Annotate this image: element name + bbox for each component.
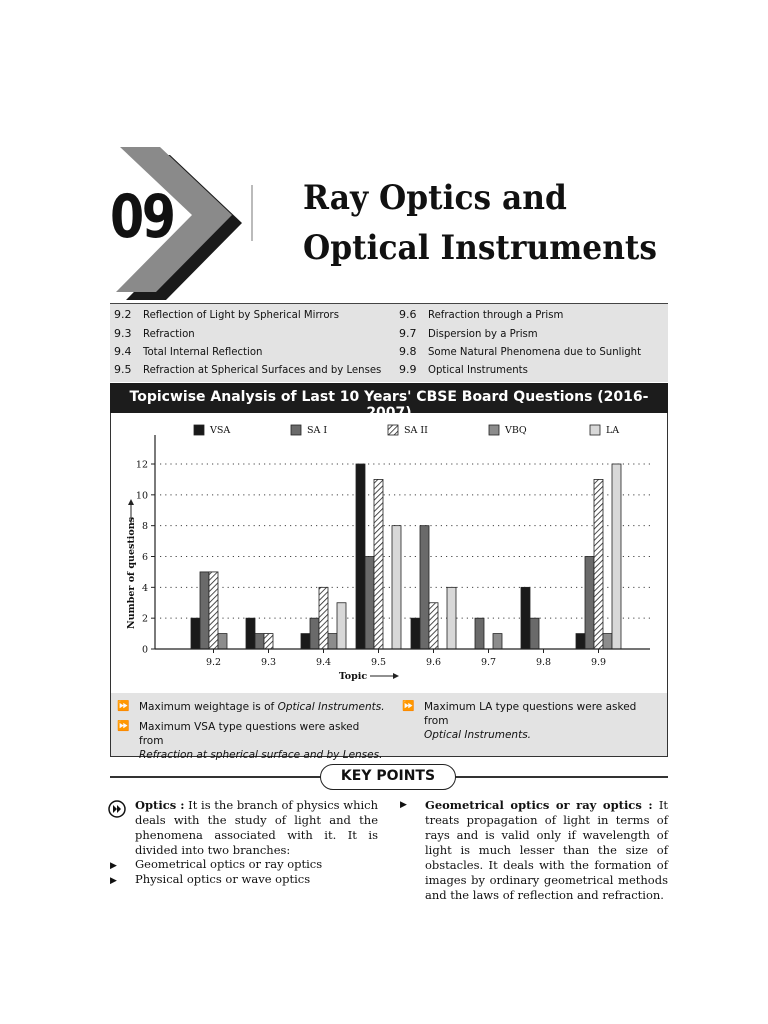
y-tick-label: 10 xyxy=(135,490,148,502)
x-tick-label: 9.8 xyxy=(535,657,552,668)
key-points-heading: KEY POINTS xyxy=(320,764,456,790)
bar-chart xyxy=(110,413,668,693)
legend-label: VBQ xyxy=(505,425,527,436)
bar-vsa xyxy=(356,464,365,649)
bar-sa-i xyxy=(310,618,319,649)
chapter-title-line2: Optical Instruments xyxy=(303,228,657,268)
x-tick-label: 9.9 xyxy=(590,657,607,668)
bar-vsa xyxy=(301,634,310,649)
bar-sa-i xyxy=(365,557,374,650)
bar-sa-ii xyxy=(594,479,603,649)
geometrical-optics-definition: Geometrical optics or ray optics : It treats propagation of light in terms of rays and is valid only if wavelength of light is much lesser than the size of obstacles. It deals with the formation of images by ordinary geometrical methods and the laws of reflection and refraction. xyxy=(425,798,668,902)
double-arrow-icon: ⏩ xyxy=(117,721,130,732)
legend-swatch xyxy=(291,425,301,435)
x-tick-label: 9.2 xyxy=(205,657,222,668)
x-tick-label: 9.7 xyxy=(480,657,497,668)
topics-list: 9.2 Reflection of Light by Spherical Mirrors 9.3 Refraction 9.4 Total Internal Reflection 9.5 Refraction at Spherical Surfaces and by Lenses 9.6 Refraction through a Prism 9.7 Dispersion by a Prism 9.8 Some Natural Phenomena due to Sunlight 9.9 Optical Instruments xyxy=(110,303,668,382)
y-tick-label: 6 xyxy=(141,552,148,563)
bar-sa-ii xyxy=(264,634,273,649)
analysis-notes: ⏩ Maximum weightage is of Optical Instruments. ⏩ Maximum VSA type questions were asked from Refraction at spherical surface and by Lenses. ⏩ Maximum LA type questions were asked from Optical Instruments. xyxy=(111,693,667,756)
chapter-title-line1: Ray Optics and xyxy=(303,178,567,218)
bar-sa-ii xyxy=(319,587,328,649)
x-axis-label: Topic xyxy=(338,671,368,682)
title-divider xyxy=(251,185,253,241)
bar-vsa xyxy=(191,618,200,649)
bar-vsa xyxy=(521,587,530,649)
double-arrow-icon: ⏩ xyxy=(117,701,130,712)
triangle-bullet-icon: ▶ xyxy=(110,876,117,886)
bar-sa-i xyxy=(475,618,484,649)
legend-label: SA II xyxy=(404,425,428,436)
bar-vsa xyxy=(576,634,585,649)
bar-sa-i xyxy=(255,634,264,649)
branch-list-item: ▶ Geometrical optics or ray optics xyxy=(110,857,323,871)
legend-swatch xyxy=(388,425,398,435)
bar-la xyxy=(337,603,346,649)
bar-la xyxy=(447,587,456,649)
bar-vbq xyxy=(603,634,612,649)
bar-vbq xyxy=(493,634,502,649)
bar-la xyxy=(612,464,621,649)
triangle-bullet-icon: ▶ xyxy=(400,800,407,810)
branch-list-item: ▶ Physical optics or wave optics xyxy=(110,872,311,886)
legend-label: LA xyxy=(606,425,620,436)
y-tick-label: 0 xyxy=(141,644,148,656)
legend-swatch xyxy=(489,425,499,435)
double-arrow-circle-icon xyxy=(108,800,126,818)
bar-la xyxy=(392,526,401,649)
double-arrow-icon: ⏩ xyxy=(402,701,415,712)
x-tick-label: 9.3 xyxy=(260,657,277,668)
y-tick-label: 12 xyxy=(135,459,148,471)
x-tick-label: 9.6 xyxy=(425,657,442,668)
bar-vsa xyxy=(246,618,255,649)
bar-sa-i xyxy=(420,526,429,649)
optics-definition: Optics : It is the branch of physics which deals with the study of light and the phenomena associated with it. It is divided into two branches: xyxy=(135,798,378,857)
analysis-title: Topicwise Analysis of Last 10 Years' CBSE Board Questions (2016-2007) xyxy=(129,389,649,421)
bar-sa-i xyxy=(200,572,209,649)
bar-vsa xyxy=(411,618,420,649)
legend-swatch xyxy=(194,425,204,435)
legend-label: SA I xyxy=(307,425,328,436)
y-tick-label: 8 xyxy=(141,521,148,533)
bar-sa-i xyxy=(530,618,539,649)
bar-sa-i xyxy=(585,557,594,650)
triangle-bullet-icon: ▶ xyxy=(110,861,117,871)
bar-vbq xyxy=(328,634,337,649)
bar-vbq xyxy=(218,634,227,649)
legend-swatch xyxy=(590,425,600,435)
chapter-number: 09 xyxy=(110,182,174,252)
y-axis-arrowhead xyxy=(128,499,134,505)
bar-sa-ii xyxy=(374,479,383,649)
y-axis-label: Number of questions xyxy=(126,517,137,629)
x-tick-label: 9.4 xyxy=(315,657,332,668)
bar-sa-ii xyxy=(209,572,218,649)
x-axis-arrowhead xyxy=(393,673,399,679)
bar-sa-ii xyxy=(429,603,438,649)
y-tick-label: 4 xyxy=(141,582,148,594)
legend-label: VSA xyxy=(210,425,231,436)
x-tick-label: 9.5 xyxy=(370,657,387,668)
y-tick-label: 2 xyxy=(141,613,148,625)
